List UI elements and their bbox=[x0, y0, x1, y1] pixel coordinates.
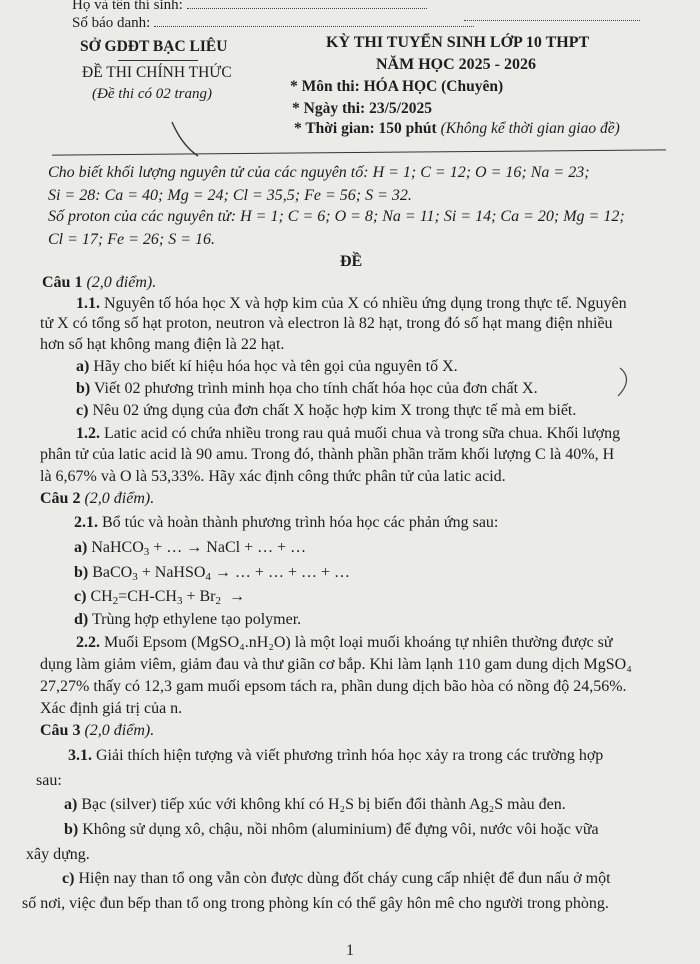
q1-2-text-1: Latic acid có chứa nhiều trong rau quả muối chua và trong sữa chua. Khối lượng bbox=[104, 425, 621, 442]
q3-1-line-1 bbox=[68, 745, 603, 766]
reaction-b-label: b) bbox=[74, 564, 89, 581]
proton-line-2: Cl = 17; Fe = 26; S = 16. bbox=[48, 231, 216, 248]
q1-c-label: c) bbox=[76, 402, 89, 419]
q1-1-line-1 bbox=[76, 293, 627, 314]
q3-a-text: Bạc (silver) tiếp xúc với không khí có H₂S bị biến đổi thành Ag₂S màu đen. bbox=[81, 796, 566, 813]
time-line bbox=[294, 120, 620, 138]
reaction-d bbox=[74, 609, 301, 630]
q1-points: (2,0 điểm). bbox=[86, 274, 157, 291]
q2-points: (2,0 điểm). bbox=[84, 490, 155, 507]
time-label: * Thời gian: bbox=[294, 120, 375, 137]
q2-2-line-3: 27,27% thấy có 12,3 gam muối epsom tách ra, phần dung dịch bão hòa có nồng độ 24,56%. bbox=[40, 678, 627, 695]
q1-1-item-c bbox=[76, 400, 576, 421]
q1-c-text: Nêu 02 ứng dụng của đơn chất X hoặc hợp kim X trong thực tế mà em biết. bbox=[92, 402, 577, 419]
signature-dots bbox=[464, 8, 640, 26]
header-divider bbox=[52, 149, 666, 155]
department-name: SỞ GDĐT BẠC LIÊU bbox=[80, 38, 228, 55]
q3-item-a bbox=[64, 794, 566, 815]
q3-points: (2,0 điểm). bbox=[84, 722, 155, 739]
subject-line bbox=[290, 78, 503, 96]
q3-1-line-2: sau: bbox=[36, 772, 62, 789]
date-value: 23/5/2025 bbox=[369, 100, 432, 117]
q2-label: Câu 2 bbox=[40, 490, 81, 507]
q2-2-line-2: dụng làm giảm viêm, giảm đau và thư giãn cơ bắp. Khi làm lạnh 110 gam dung dịch MgSO₄ bbox=[40, 656, 632, 673]
reaction-c-equation: $CH_2=CH-CH_3 + Br_2$ → bbox=[90, 588, 246, 607]
date-line bbox=[292, 100, 432, 118]
q1-1-item-b bbox=[76, 378, 538, 399]
q3-c-label: c) bbox=[62, 870, 75, 887]
reaction-a-label: a) bbox=[74, 539, 88, 556]
question-2-title bbox=[40, 488, 154, 509]
q1-a-text: Hãy cho biết kí hiệu hóa học và tên gọi của nguyên tố X. bbox=[93, 358, 458, 375]
question-3-title bbox=[40, 720, 154, 741]
q3-item-b-line-2: xây dựng. bbox=[26, 846, 90, 863]
q1-b-label: b) bbox=[76, 380, 91, 397]
subject-label: * Môn thi: bbox=[290, 78, 360, 95]
atomic-mass-line-2: Si = 28: Ca = 40; Mg = 24; Cl = 35,5; Fe = 56; S = 32. bbox=[48, 187, 412, 204]
department-underline bbox=[118, 60, 198, 61]
q3-b-text-1: Không sử dụng xô, chậu, nồi nhôm (aluminium) để đựng vôi, nước vôi hoặc vữa bbox=[82, 821, 599, 838]
q3-c-text-1: Hiện nay than tổ ong vẫn còn được dùng đốt cháy cung cấp nhiệt để đun nấu ở một bbox=[78, 870, 611, 887]
exam-title: KỲ THI TUYỂN SINH LỚP 10 THPT bbox=[326, 34, 590, 51]
candidate-name-field bbox=[72, 0, 427, 14]
official-label: ĐỀ THI CHÍNH THỨC bbox=[82, 64, 232, 81]
q3-label: Câu 3 bbox=[40, 722, 81, 739]
q1-2-number: 1.2. bbox=[76, 425, 100, 442]
date-label: * Ngày thi: bbox=[292, 100, 366, 117]
reaction-d-text: Trùng hợp ethylene tạo polymer. bbox=[91, 611, 302, 628]
atomic-mass-line-1: Cho biết khối lượng nguyên tử của các nguyên tố: H = 1; C = 12; O = 16; Na = 23; bbox=[48, 164, 590, 181]
q1-1-line-2: tử X có tổng số hạt proton, neutron và electron là 82 hạt, trong đó số hạt mang điện nhiều bbox=[40, 315, 613, 332]
time-note: (Không kể thời gian giao đề) bbox=[440, 120, 620, 137]
q3-item-c-line-1 bbox=[62, 868, 611, 889]
q1-a-label: a) bbox=[76, 358, 90, 375]
candidate-name-label: Họ và tên thí sinh: bbox=[72, 0, 183, 13]
q2-1-number: 2.1. bbox=[74, 514, 98, 531]
candidate-number-label: Số báo danh: bbox=[72, 15, 151, 31]
q1-label: Câu 1 bbox=[42, 274, 83, 291]
q1-2-line-3: là 6,67% và O là 53,33%. Hãy xác định công thức phân tử của latic acid. bbox=[40, 468, 506, 485]
q3-1-text-1: Giải thích hiện tượng và viết phương trình hóa học xảy ra trong các trường hợp bbox=[96, 747, 604, 764]
reaction-a-equation: NaHCO$_3$ + … → NaCl + … + … bbox=[91, 539, 307, 558]
q1-b-text: Viết 02 phương trình minh họa cho tính chất hóa học của đơn chất X. bbox=[93, 380, 538, 397]
pen-scribble bbox=[612, 366, 634, 400]
reaction-a bbox=[74, 537, 306, 563]
proton-line-1: Số proton của các nguyên tử: H = 1; C = 6; O = 8; Na = 11; Si = 14; Ca = 20; Mg = 12; bbox=[48, 208, 625, 225]
reaction-b bbox=[74, 562, 350, 588]
q1-1-item-a bbox=[76, 356, 458, 377]
q2-2-line-1 bbox=[76, 632, 613, 653]
q3-item-b-line-1 bbox=[64, 819, 599, 840]
q2-2-line-4: Xác định giá trị của n. bbox=[40, 700, 183, 717]
q1-1-line-3: hơn số hạt không mang điện là 22 hạt. bbox=[40, 336, 285, 353]
candidate-number-dots bbox=[154, 14, 474, 27]
page-count: (Đề thi có 02 trang) bbox=[92, 86, 212, 102]
q3-item-c-line-2: số nơi, việc đun bếp than tổ ong trong phòng kín có thể gây hôn mê cho người trong phòng. bbox=[22, 895, 609, 912]
subject-value: HÓA HỌC (Chuyên) bbox=[363, 78, 504, 95]
reaction-c-label: c) bbox=[74, 588, 87, 605]
candidate-number-field bbox=[72, 14, 474, 32]
q2-1-text: Bổ túc và hoàn thành phương trình hóa học các phản ứng sau: bbox=[102, 514, 499, 531]
question-1-title bbox=[42, 272, 156, 293]
q3-a-label: a) bbox=[64, 796, 78, 813]
school-year: NĂM HỌC 2025 - 2026 bbox=[376, 56, 536, 73]
time-value: 150 phút bbox=[378, 120, 437, 137]
q1-1-text-1: Nguyên tố hóa học X và hợp kim của X có nhiều ứng dụng trong thực tế. Nguyên bbox=[104, 295, 627, 312]
signature-line bbox=[464, 8, 640, 21]
page-number: 1 bbox=[346, 942, 354, 959]
q2-2-text-1: Muối Epsom (MgSO₄.nH₂O) là một loại muối khoáng tự nhiên thường được sử bbox=[104, 634, 613, 651]
q2-1-intro bbox=[74, 512, 498, 533]
reaction-d-label: d) bbox=[74, 611, 89, 628]
de-heading: ĐỀ bbox=[340, 253, 363, 270]
q2-2-number: 2.2. bbox=[76, 634, 100, 651]
q3-1-number: 3.1. bbox=[68, 747, 92, 764]
q1-2-line-1 bbox=[76, 423, 620, 444]
candidate-name-dots bbox=[187, 0, 427, 9]
q1-2-line-2: phân tử của latic acid là 90 amu. Trong đó, thành phần phần trăm khối lượng C là 40%, H bbox=[40, 446, 615, 463]
q3-b-label: b) bbox=[64, 821, 79, 838]
q1-1-number: 1.1. bbox=[76, 295, 100, 312]
reaction-b-equation: BaCO$_3$ + NaHSO$_4$ → … + … + … + … bbox=[92, 564, 350, 583]
